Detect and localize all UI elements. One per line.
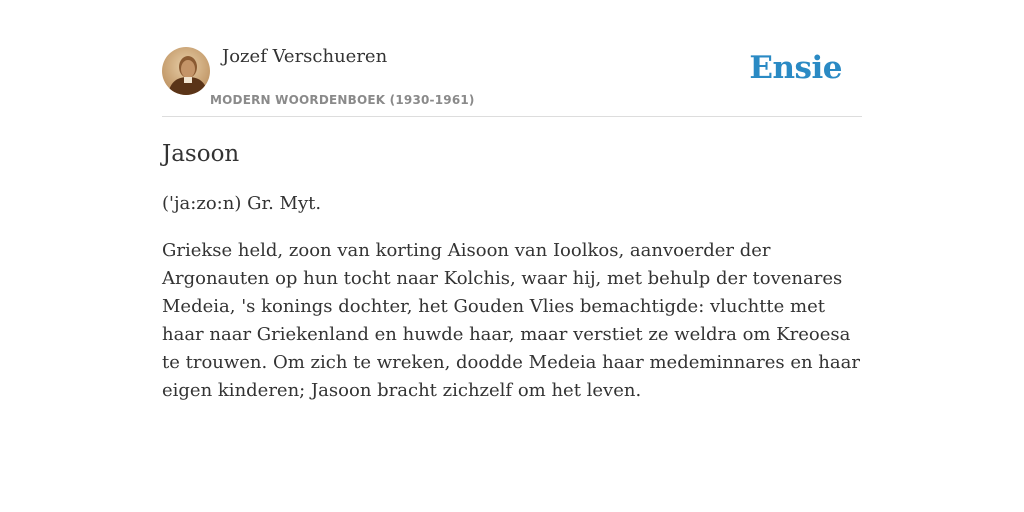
- page-header: [162, 0, 862, 117]
- author-name[interactable]: Jozef Verschueren: [222, 46, 388, 67]
- entry-title: Jasoon: [162, 141, 240, 167]
- entry-content: [162, 138, 862, 405]
- source-dictionary[interactable]: MODERN WOORDENBOEK (1930-1961): [210, 93, 475, 107]
- ensie-logo[interactable]: Ensie: [749, 50, 842, 86]
- entry-definition: Griekse held, zoon van korting Aisoon van Ioolkos, aanvoerder der Argonauten op hun tocht naar Kolchis, waar hij, met behulp der tovenares Medeia, 's konings dochter, het Gouden Vlies bemachtigde: vluchtte met haar naar Griekenland en huwde haar, maar verstiet ze weldra om Kreoesa te trouwen. Om zich te wreken, doodde Medeia haar medeminnares en haar eigen kinderen; Jasoon bracht zichzelf om het leven.: [162, 240, 860, 401]
- entry-pronunciation: ('ja:zo:n) Gr. Myt.: [162, 193, 322, 214]
- author-avatar[interactable]: [162, 47, 210, 95]
- author-portrait-icon: [162, 47, 210, 95]
